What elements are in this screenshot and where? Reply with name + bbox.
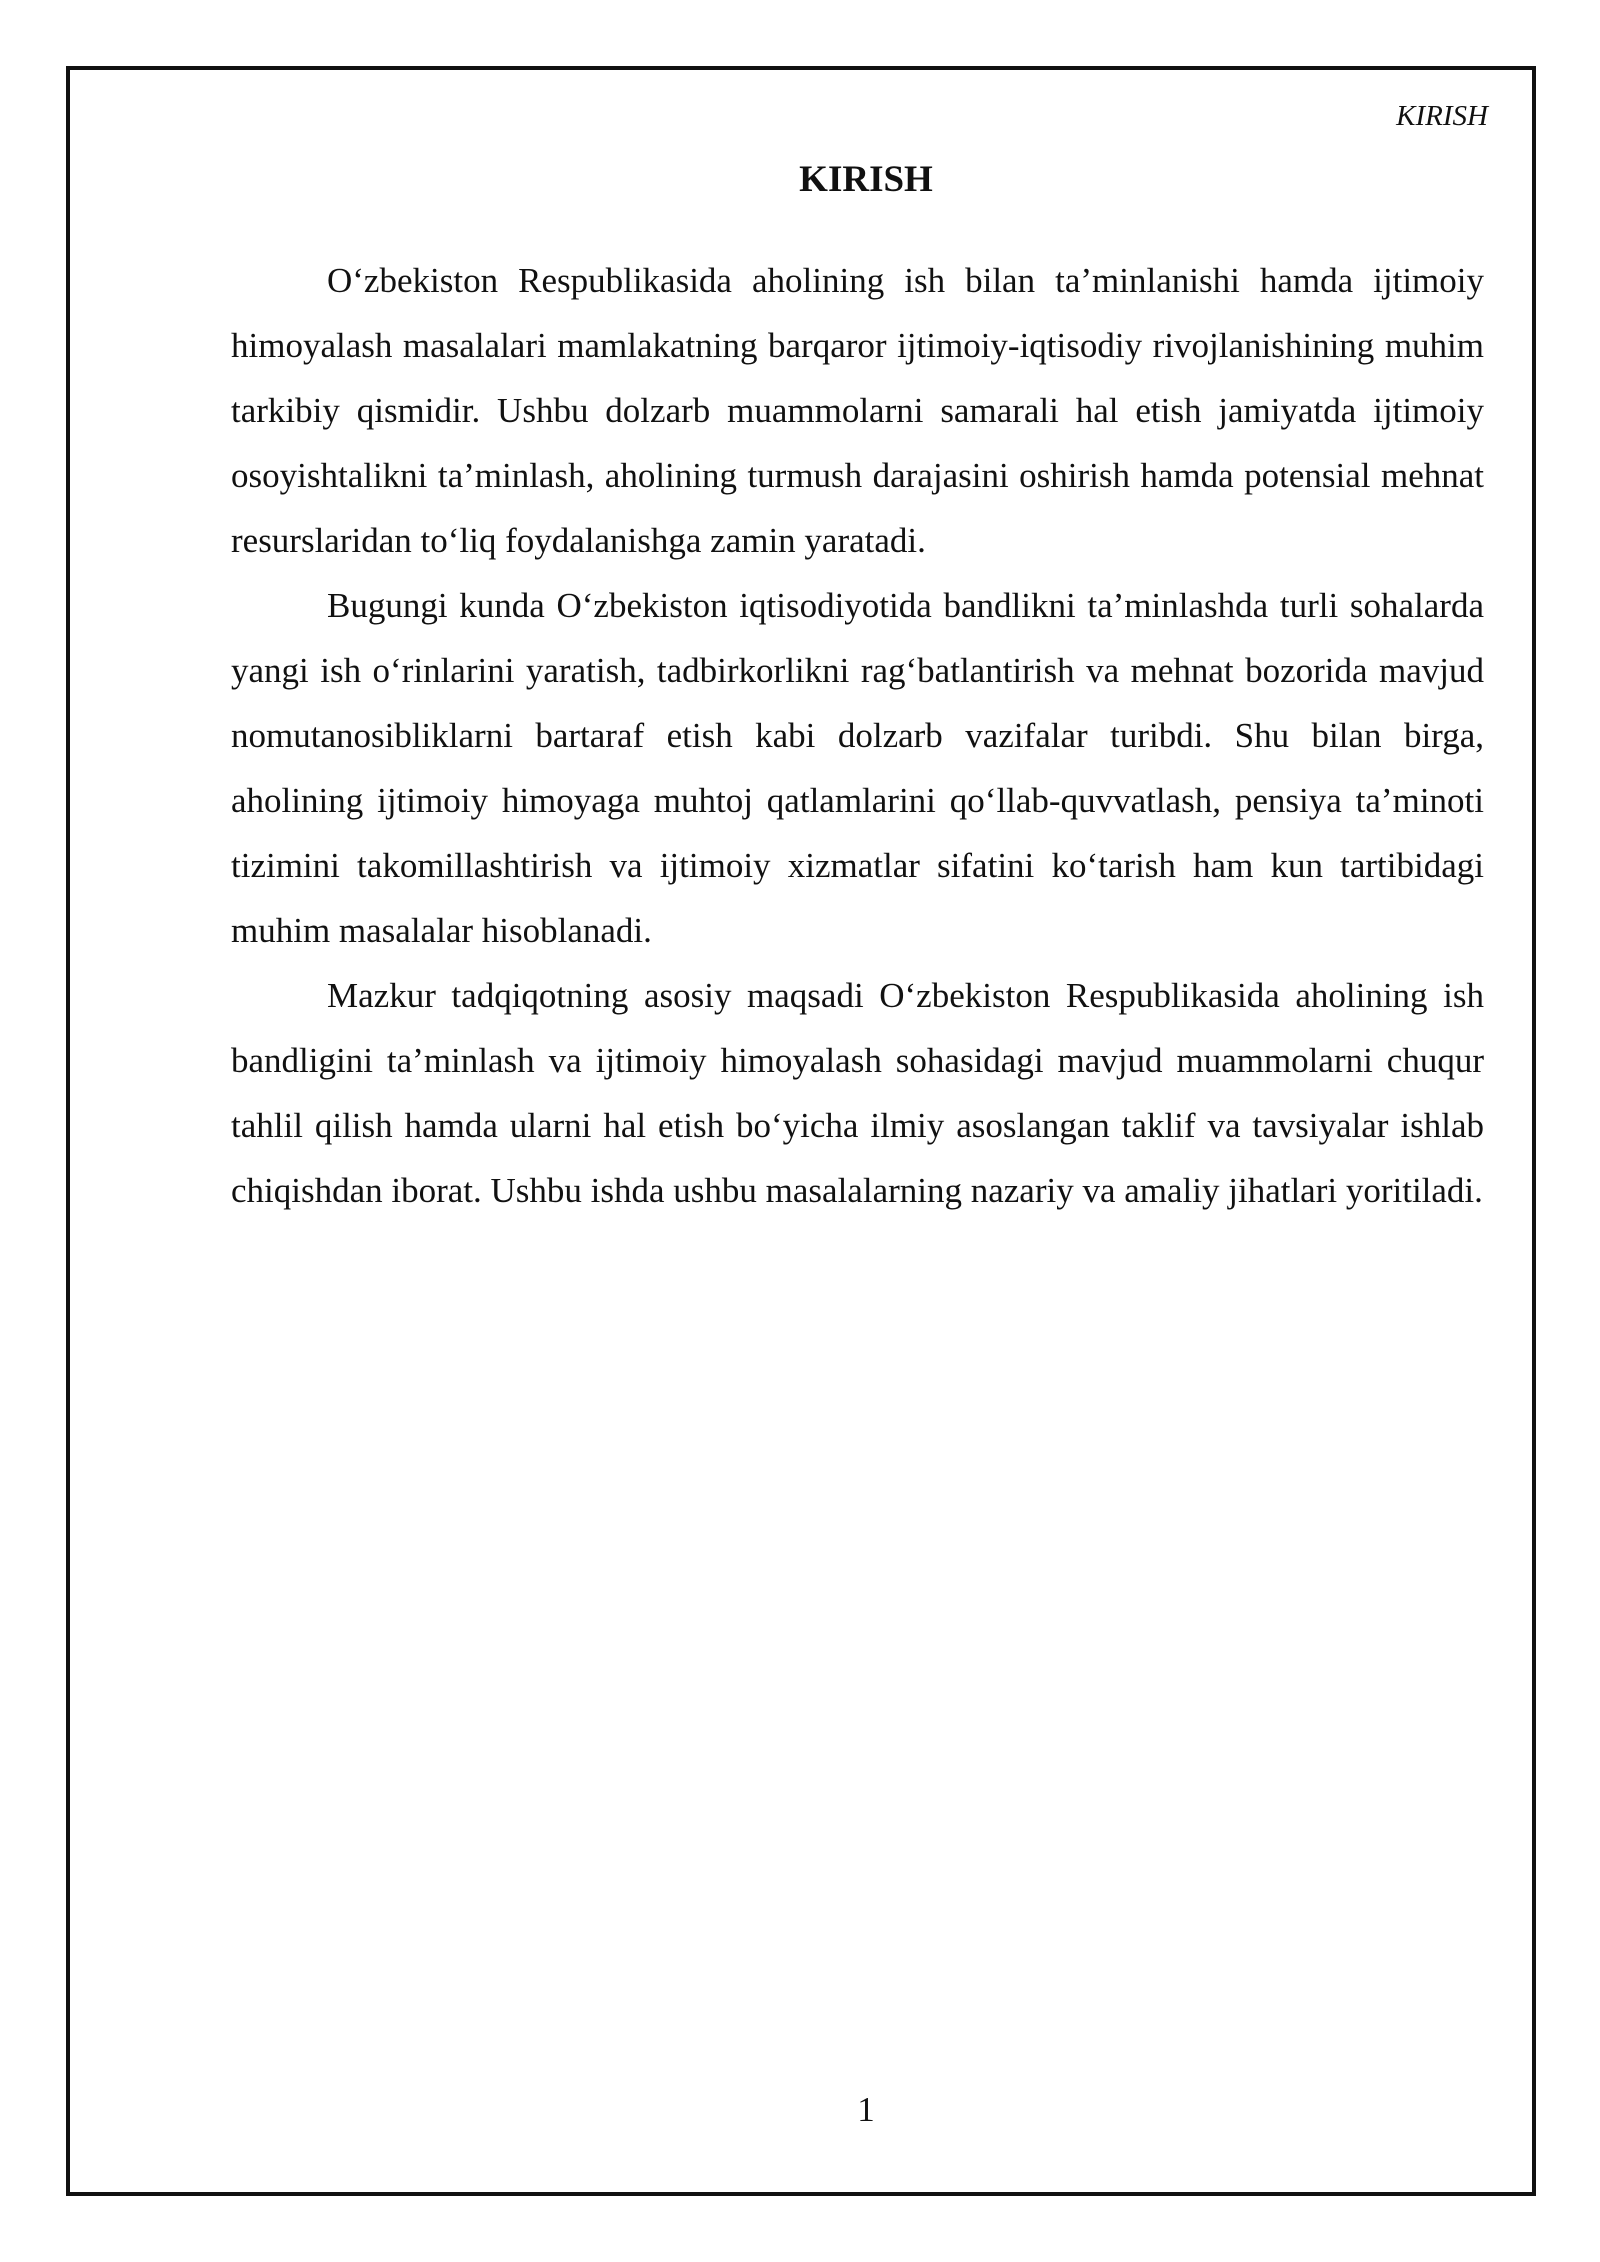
page-number: 1 [857,2090,875,2129]
running-header: KIRISH [1396,100,1488,132]
paragraph: Bugungi kunda O‘zbekiston iqtisodiyotida bandlikni ta’minlashda turli sohalarda yangi ish o‘rinlarini yaratish, tadbirkorlikni rag‘batlantirish va mehnat bozorida mavjud nomutanosibliklarni bartaraf etish kabi dolzarb vazifalar turibdi. Shu bilan birga, aholining ijtimoiy himoyaga muhtoj qatlamlarini qo‘llab-quvvatlash, pensiya ta’minoti tizimini takomillashtirish va ijtimoiy xizmatlar sifatini ko‘tarish ham kun tartibidagi muhim masalalar hisoblanadi. [231,586,1484,950]
body-text [231,248,1484,1223]
page-title: KIRISH [799,159,933,200]
paragraph: O‘zbekiston Respublikasida aholining ish bilan ta’minlanishi hamda ijtimoiy himoyalash masalalari mamlakatning barqaror ijtimoiy-iqtisodiy rivojlanishining muhim tarkibiy qismidir. Ushbu dolzarb muammolarni samarali hal etish jamiyatda ijtimoiy osoyishtalikni ta’minlash, aholining turmush darajasini oshirish hamda potensial mehnat resurslaridan to‘liq foydalanishga zamin yaratadi. [231,261,1484,560]
document-page [66,66,1536,2196]
paragraph: Mazkur tadqiqotning asosiy maqsadi O‘zbekiston Respublikasida aholining ish bandligini ta’minlash va ijtimoiy himoyalash sohasidagi mavjud muammolarni chuqur tahlil qilish hamda ularni hal etish bo‘yicha ilmiy asoslangan taklif va tavsiyalar ishlab chiqishdan iborat. Ushbu ishda ushbu masalalarning nazariy va amaliy jihatlari yoritiladi. [231,976,1484,1210]
